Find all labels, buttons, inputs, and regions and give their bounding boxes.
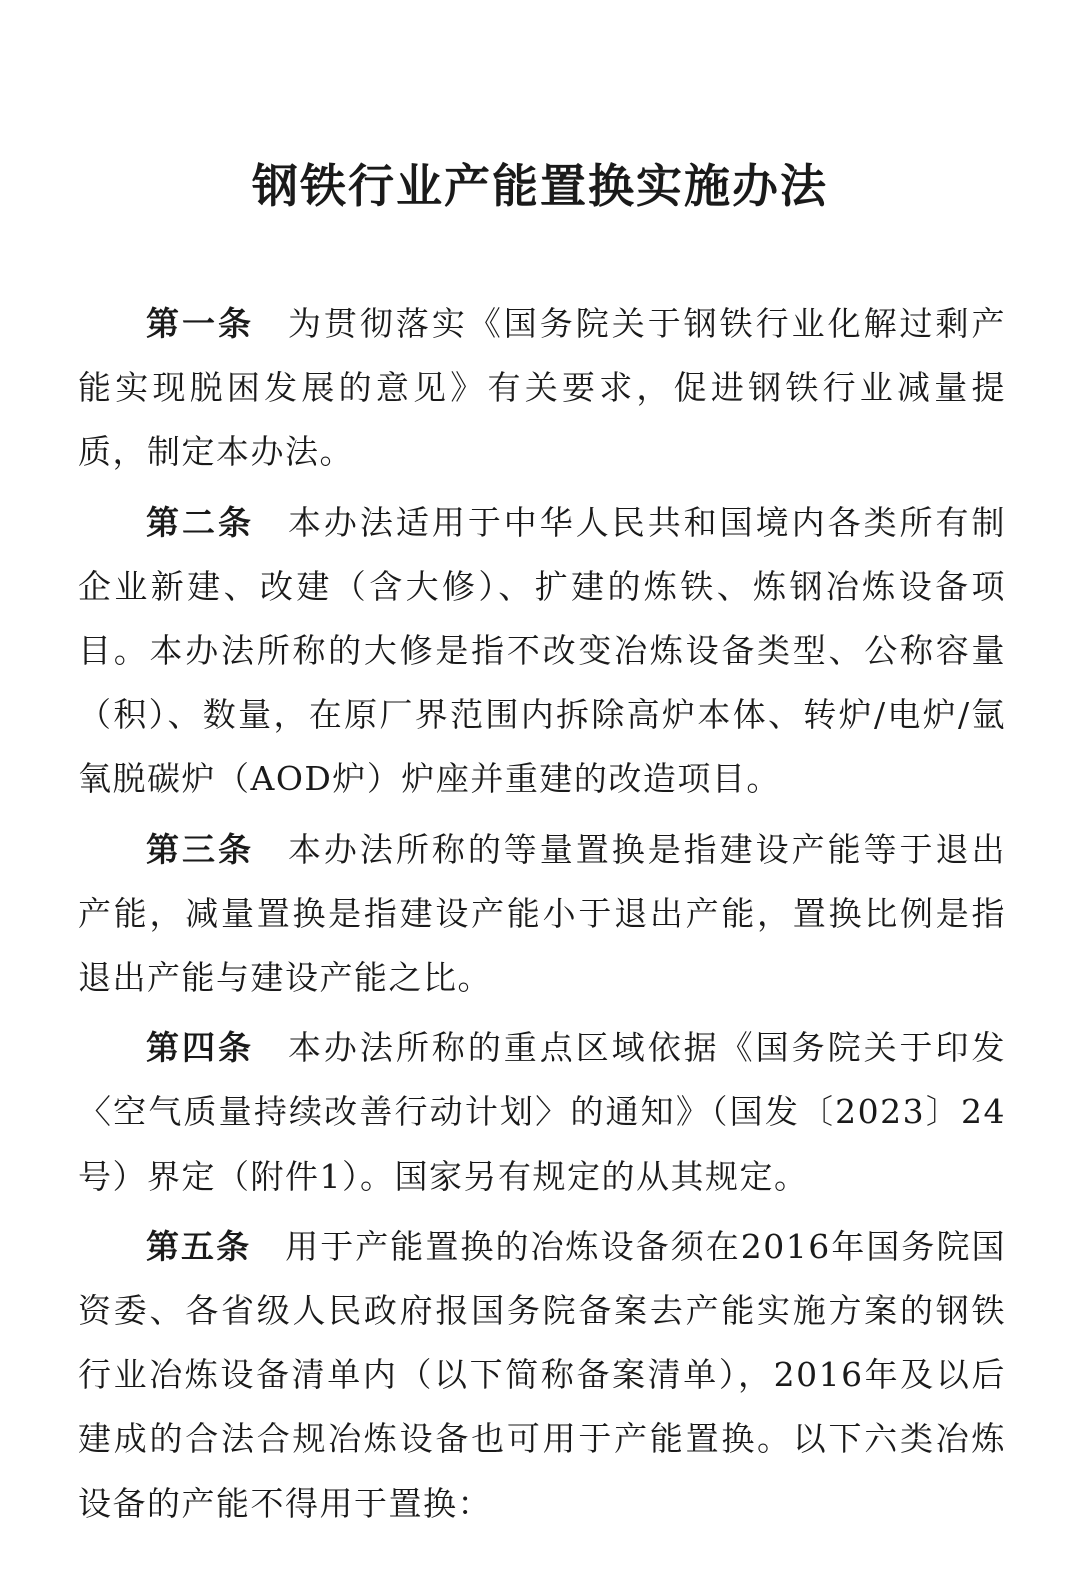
article-text: 用于产能置换的冶炼设备须在2016年国务院国资委、各省级人民政府报国务院备案去产能实施方案的钢铁行业冶炼设备清单内（以下简称备案清单），2016年及以后建成的合法合规冶炼设备也可用于产能置换。以下六类冶炼设备的产能不得用于置换：: [78, 1226, 1007, 1523]
article-text: 本办法适用于中华人民共和国境内各类所有制企业新建、改建（含大修）、扩建的炼铁、炼钢冶炼设备项目。本办法所称的大修是指不改变冶炼设备类型、公称容量（积）、数量，在原厂界范围内拆除高炉本体、转炉/电炉/氩氧脱碳炉（AOD炉）炉座并重建的改造项目。: [78, 502, 1007, 799]
article-number: 第四条: [146, 1028, 254, 1068]
article-3: [78, 818, 1006, 1011]
article-number: 第三条: [146, 829, 254, 869]
document-title: 钢铁行业产能置换实施办法: [252, 159, 828, 213]
article-5: [78, 1215, 1006, 1536]
article-number: 第五条: [146, 1226, 252, 1266]
article-number: 第一条: [146, 304, 254, 343]
article-text: 本办法所称的重点区域依据《国务院关于印发〈空气质量持续改善行动计划〉的通知》（国发〔2023〕24号）界定（附件1）。国家另有规定的从其规定。: [78, 1028, 1007, 1196]
article-2: [78, 491, 1006, 812]
article-text: 本办法所称的等量置换是指建设产能等于退出产能，减量置换是指建设产能小于退出产能，置换比例是指退出产能与建设产能之比。: [78, 829, 1007, 998]
article-number: 第二条: [146, 502, 254, 542]
article-4: [78, 1016, 1006, 1209]
article-text: 为贯彻落实《国务院关于钢铁行业化解过剩产能实现脱困发展的意见》有关要求，促进钢铁行业减量提质，制定本办法。: [78, 304, 1007, 472]
document-body: [78, 292, 1006, 1542]
article-1: [78, 292, 1006, 485]
